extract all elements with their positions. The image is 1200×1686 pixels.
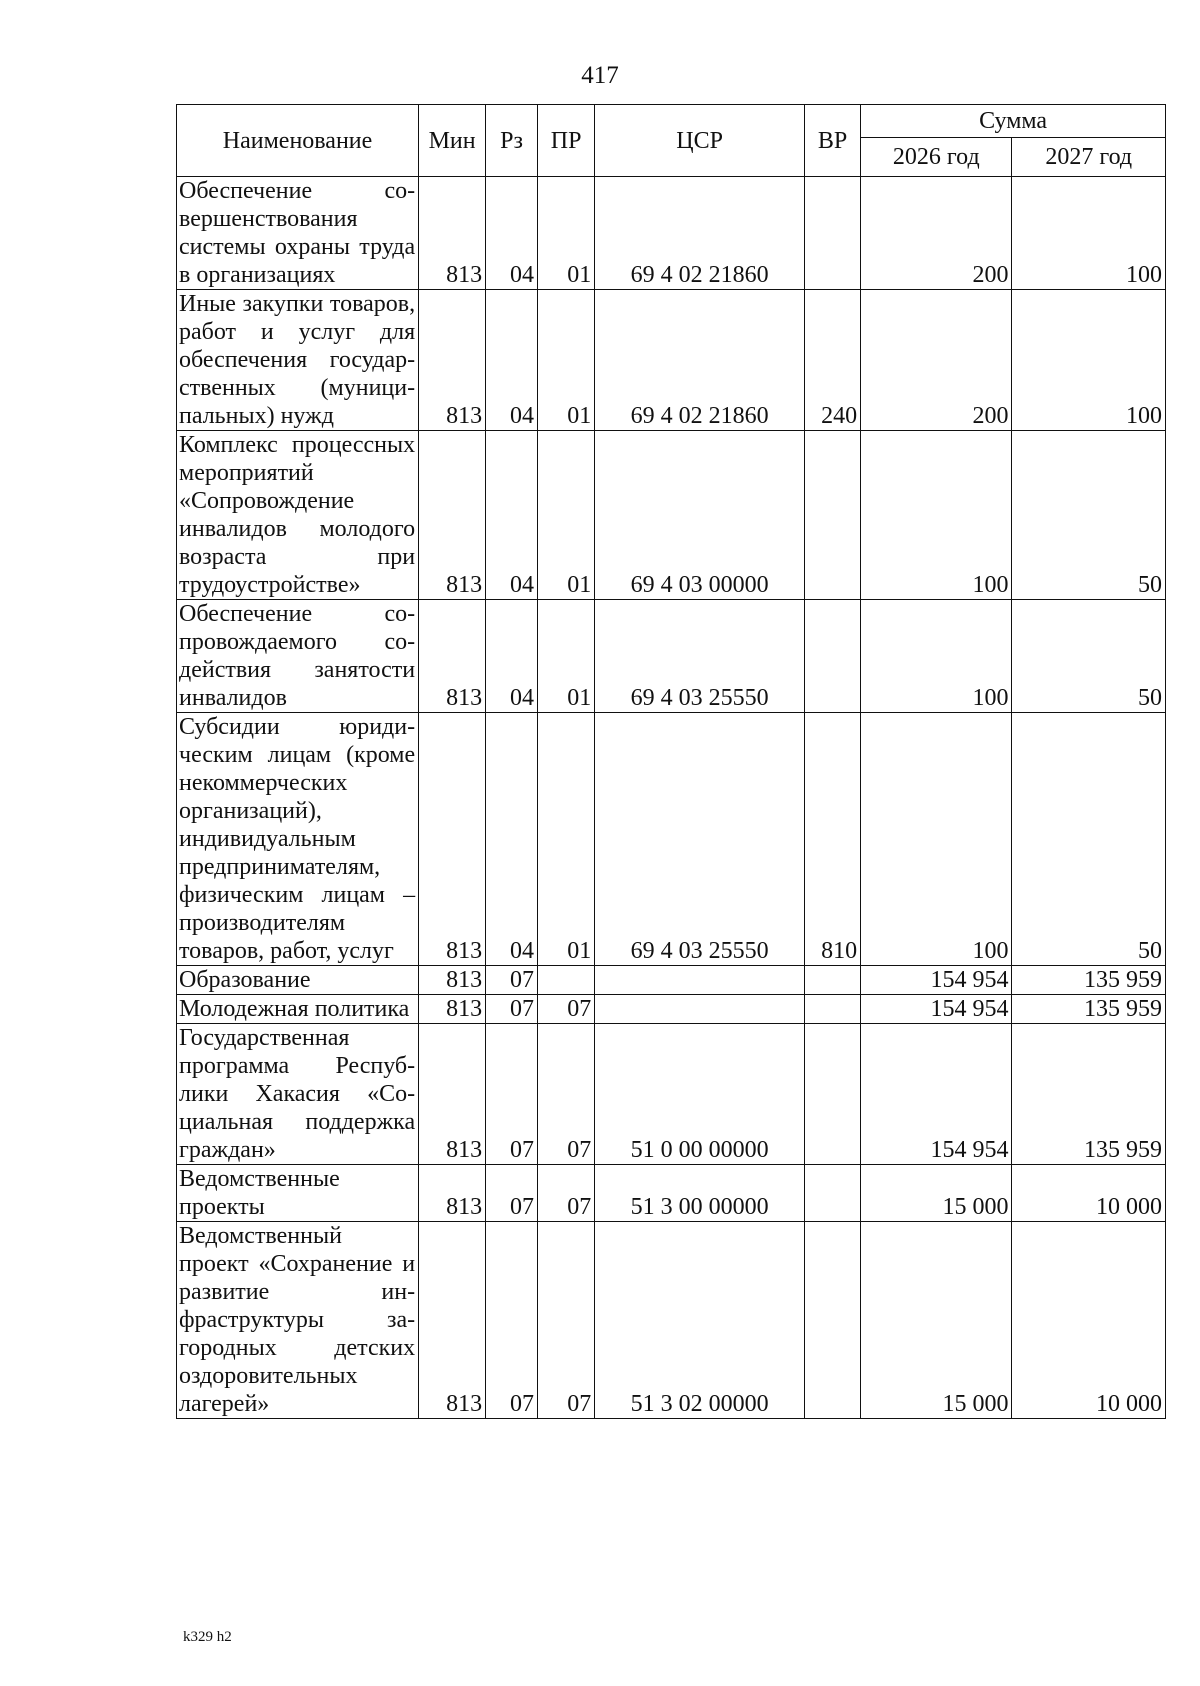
row-rz: 07: [486, 995, 538, 1024]
row-min: 813: [419, 600, 486, 713]
row-vr: [804, 431, 860, 600]
row-pr: 01: [537, 600, 594, 713]
row-sum-2027: 50: [1012, 600, 1166, 713]
row-vr: [804, 1165, 860, 1222]
row-csr: 69 4 03 25550: [595, 600, 805, 713]
row-vr: [804, 1222, 860, 1419]
row-vr: [804, 600, 860, 713]
row-rz: 07: [486, 1024, 538, 1165]
table-row: [177, 177, 1166, 290]
row-min: 813: [419, 995, 486, 1024]
table-row: [177, 290, 1166, 431]
row-name: Ведомственный проект «Сохранение и развитие инфраструктуры загородных детских оздоровительных лагерей»: [177, 1222, 419, 1419]
row-csr: 69 4 03 00000: [595, 431, 805, 600]
row-pr: 07: [537, 1222, 594, 1419]
header-pr: ПР: [537, 105, 594, 177]
row-csr: 51 3 02 00000: [595, 1222, 805, 1419]
row-name: Комплекс процессных мероприятий «Сопровождение инвалидов молодого возраста при трудоустройстве»: [177, 431, 419, 600]
footer-code: k329 h2: [183, 1629, 232, 1645]
header-year-2026: 2026 год: [861, 138, 1012, 177]
row-pr: 07: [537, 1024, 594, 1165]
row-sum-2026: 15 000: [861, 1222, 1012, 1419]
row-sum-2027: 50: [1012, 431, 1166, 600]
table-row: [177, 995, 1166, 1024]
row-sum-2026: 154 954: [861, 995, 1012, 1024]
row-min: 813: [419, 1165, 486, 1222]
row-sum-2026: 200: [861, 290, 1012, 431]
table-row: [177, 1024, 1166, 1165]
row-sum-2026: 154 954: [861, 1024, 1012, 1165]
row-rz: 07: [486, 966, 538, 995]
row-sum-2026: 200: [861, 177, 1012, 290]
header-vr: ВР: [804, 105, 860, 177]
row-sum-2027: 100: [1012, 177, 1166, 290]
row-sum-2026: 15 000: [861, 1165, 1012, 1222]
row-vr: 240: [804, 290, 860, 431]
table-row: [177, 431, 1166, 600]
row-min: 813: [419, 1222, 486, 1419]
row-csr: 51 0 00 00000: [595, 1024, 805, 1165]
row-min: 813: [419, 177, 486, 290]
row-sum-2027: 10 000: [1012, 1165, 1166, 1222]
row-pr: [537, 966, 594, 995]
row-sum-2027: 135 959: [1012, 1024, 1166, 1165]
row-csr: [595, 995, 805, 1024]
row-min: 813: [419, 290, 486, 431]
row-name: Обеспечение сопровождаемого содействия занятости инвалидов: [177, 600, 419, 713]
row-sum-2027: 10 000: [1012, 1222, 1166, 1419]
table-body: [177, 177, 1166, 1419]
table-row: [177, 966, 1166, 995]
row-sum-2026: 100: [861, 713, 1012, 966]
row-vr: [804, 1024, 860, 1165]
row-pr: 07: [537, 1165, 594, 1222]
table-row: [177, 600, 1166, 713]
row-name: Иные закупки товаров, работ и услуг для обеспечения государственных (муниципальных) нужд: [177, 290, 419, 431]
row-csr: 51 3 00 00000: [595, 1165, 805, 1222]
row-min: 813: [419, 1024, 486, 1165]
row-vr: [804, 995, 860, 1024]
row-min: 813: [419, 966, 486, 995]
row-rz: 07: [486, 1165, 538, 1222]
row-rz: 04: [486, 713, 538, 966]
row-vr: [804, 966, 860, 995]
row-pr: 07: [537, 995, 594, 1024]
header-name: Наименование: [177, 105, 419, 177]
page-number: 417: [581, 62, 619, 89]
row-csr: 69 4 03 25550: [595, 713, 805, 966]
row-rz: 04: [486, 177, 538, 290]
row-csr: 69 4 02 21860: [595, 177, 805, 290]
row-sum-2026: 154 954: [861, 966, 1012, 995]
row-name: Обеспечение совершенствования системы охраны труда в организациях: [177, 177, 419, 290]
row-pr: 01: [537, 431, 594, 600]
row-sum-2027: 50: [1012, 713, 1166, 966]
row-name: Ведомственные проекты: [177, 1165, 419, 1222]
header-csr: ЦСР: [595, 105, 805, 177]
row-pr: 01: [537, 177, 594, 290]
row-pr: 01: [537, 713, 594, 966]
row-min: 813: [419, 431, 486, 600]
row-sum-2027: 100: [1012, 290, 1166, 431]
header-year-2027: 2027 год: [1012, 138, 1166, 177]
row-sum-2026: 100: [861, 431, 1012, 600]
row-vr: [804, 177, 860, 290]
header-rz: Рз: [486, 105, 538, 177]
row-rz: 04: [486, 290, 538, 431]
row-sum-2027: 135 959: [1012, 995, 1166, 1024]
row-rz: 04: [486, 431, 538, 600]
budget-table: [176, 104, 1166, 1419]
row-csr: [595, 966, 805, 995]
table-row: [177, 1222, 1166, 1419]
header-min: Мин: [419, 105, 486, 177]
row-name: Образование: [177, 966, 419, 995]
row-csr: 69 4 02 21860: [595, 290, 805, 431]
row-sum-2027: 135 959: [1012, 966, 1166, 995]
row-name: Государственная программа Республики Хакасия «Социальная поддержка граждан»: [177, 1024, 419, 1165]
row-rz: 04: [486, 600, 538, 713]
row-pr: 01: [537, 290, 594, 431]
row-vr: 810: [804, 713, 860, 966]
row-rz: 07: [486, 1222, 538, 1419]
table-row: [177, 1165, 1166, 1222]
table-row: [177, 713, 1166, 966]
row-sum-2026: 100: [861, 600, 1012, 713]
row-name: Молодежная политика: [177, 995, 419, 1024]
header-sum: Сумма: [861, 105, 1166, 138]
row-min: 813: [419, 713, 486, 966]
row-name: Субсидии юридическим лицам (кроме некоммерческих организаций), индивидуальным предпринимателям, физическим лицам – производителям товаров, работ, услуг: [177, 713, 419, 966]
